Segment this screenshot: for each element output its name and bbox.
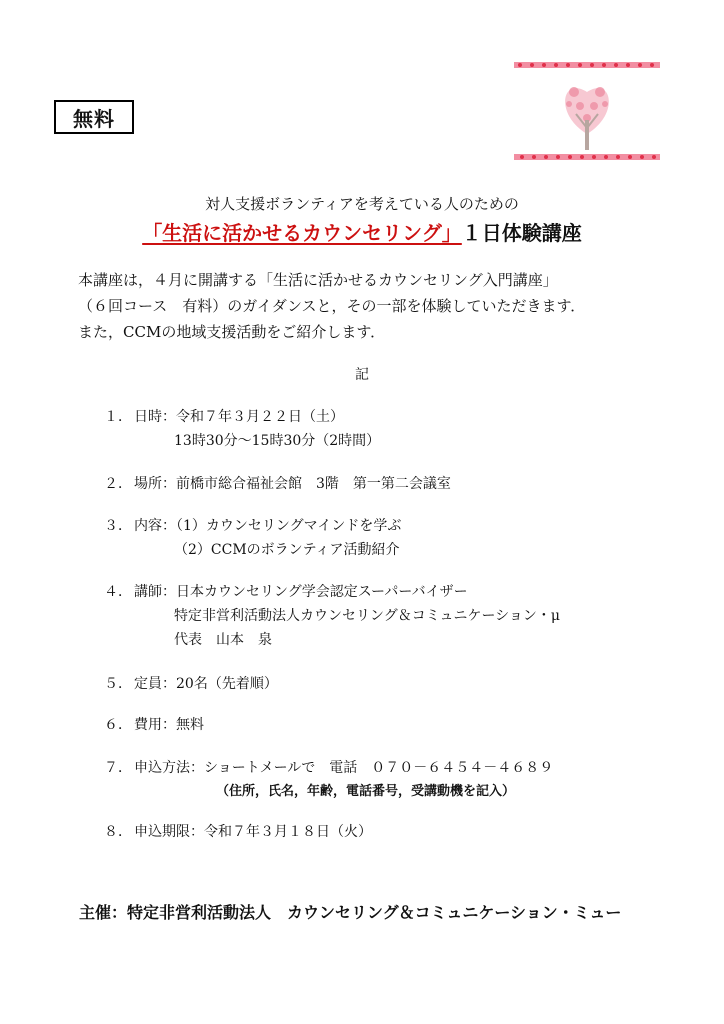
application-note: （住所，氏名，年齢，電話番号，受講動機を記入）	[216, 784, 516, 799]
item-lecturer	[104, 580, 560, 652]
item-deadline	[104, 820, 372, 844]
item-text: 代表 山本 泉	[174, 632, 272, 648]
item-text: 特定非営利活動法人カウンセリング＆コミュニケーション・μ	[174, 608, 560, 624]
item-number: ５．	[104, 676, 132, 692]
item-text: 申込期限：令和７年３月１８日（火）	[134, 824, 372, 840]
ki-heading: 記	[355, 367, 369, 383]
item-text: 内容：（1）カウンセリングマインドを学ぶ	[134, 518, 402, 534]
item-text: 13時30分～15時30分（2時間）	[174, 433, 381, 449]
item-text: 費用：無料	[134, 717, 204, 733]
item-number: ７．	[104, 760, 132, 776]
item-number: ６．	[104, 717, 132, 733]
page-title	[0, 217, 724, 246]
item-number: ２．	[104, 476, 132, 492]
subtitle: 対人支援ボランティアを考えている人のための	[205, 195, 519, 213]
item-number: ４．	[104, 584, 132, 600]
item-application	[104, 756, 553, 804]
item-text: 申込方法：ショートメールで 電話 ０７０－６４５４－４６８９	[134, 760, 554, 776]
title-rest: １日体験講座	[461, 221, 582, 245]
item-text: 定員：20名（先着順）	[134, 676, 278, 692]
item-number: ３．	[104, 518, 132, 534]
item-number: １．	[104, 409, 132, 425]
intro-line: また，CCMの地域支援活動をご紹介します．	[78, 323, 386, 341]
item-text: 講師：日本カウンセリング学会認定スーパーバイザー	[134, 584, 468, 600]
item-place	[104, 472, 451, 496]
item-text: （2）CCMのボランティア活動紹介	[174, 542, 400, 558]
intro-line: 本講座は，４月に開講する「生活に活かせるカウンセリング入門講座」	[78, 271, 558, 289]
item-text: 場所：前橋市総合福祉会館 3階 第一第二会議室	[134, 476, 451, 492]
item-datetime	[104, 405, 380, 453]
title-highlight: 「生活に活かせるカウンセリング」	[142, 221, 462, 245]
item-content	[104, 514, 401, 562]
organizer: 主催：特定非営利活動法人 カウンセリング＆コミュニケーション・ミュー	[79, 903, 622, 922]
item-number: ８．	[104, 824, 132, 840]
free-badge: 無料	[54, 100, 134, 134]
item-fee	[104, 713, 204, 737]
heart-tree-illustration	[514, 62, 660, 162]
item-capacity	[104, 672, 278, 696]
intro-paragraph	[78, 267, 678, 345]
item-text: 日時：令和７年３月２２日（土）	[134, 409, 344, 425]
intro-line: （６回コース 有料）のガイダンスと，その一部を体験していただきます．	[78, 297, 586, 315]
